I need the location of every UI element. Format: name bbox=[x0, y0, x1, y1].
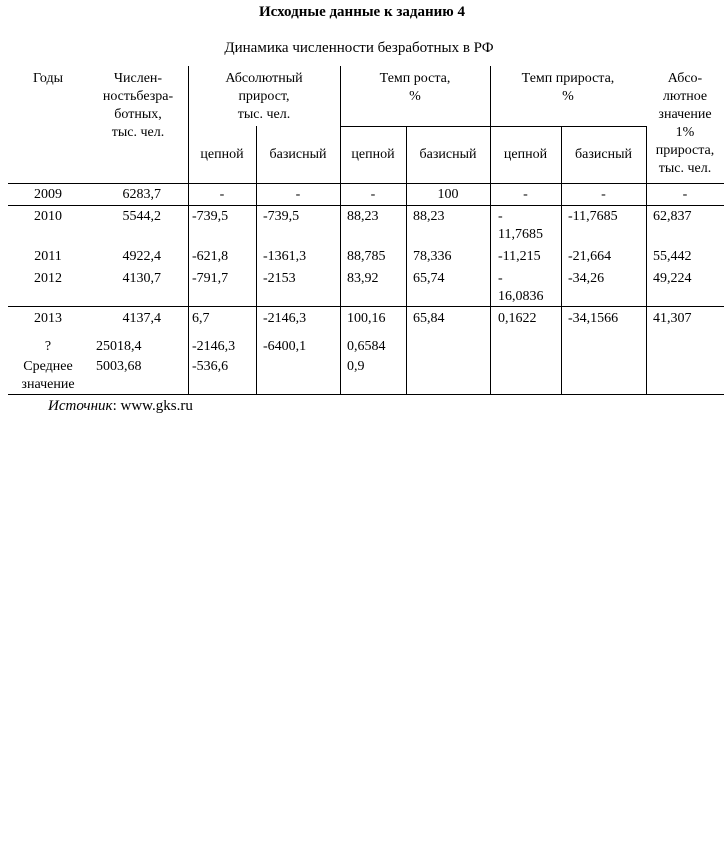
row-2010-abs-chain: -739,5 bbox=[192, 209, 229, 224]
header-onepct-line2: лютное bbox=[662, 89, 708, 104]
row-2010-growth-chain-line1: - bbox=[498, 209, 503, 224]
header-abs-line1: Абсолютный bbox=[225, 71, 303, 86]
header-rate-base: базисный bbox=[419, 147, 477, 162]
average-rate-chain: 0,9 bbox=[347, 359, 365, 374]
header-growth-line2: % bbox=[562, 89, 574, 104]
row-2010-abs-base: -739,5 bbox=[263, 209, 300, 224]
header-years: Годы bbox=[33, 71, 63, 86]
row-2012-count: 4130,7 bbox=[122, 271, 161, 286]
table-bottom-line bbox=[8, 394, 724, 395]
row-2012-bottom-line bbox=[8, 306, 724, 307]
source-label: Источник bbox=[48, 398, 113, 414]
row-2012-abs-base: -2153 bbox=[263, 271, 296, 286]
row-2013-year: 2013 bbox=[34, 311, 62, 326]
row-2010-growth-base: -11,7685 bbox=[568, 209, 618, 224]
row-2009-rate-base: 100 bbox=[437, 187, 459, 202]
row-2009-growth-chain: - bbox=[523, 187, 528, 202]
row-2011-year: 2011 bbox=[34, 249, 62, 264]
average-count: 5003,68 bbox=[96, 359, 142, 374]
row-2013-growth-base: -34,1566 bbox=[568, 311, 619, 326]
total-label: ? bbox=[44, 339, 52, 354]
row-2012-rate-base: 65,74 bbox=[413, 271, 445, 286]
header-abs-line2: прирост, bbox=[238, 89, 290, 104]
row-2013-abs-chain: 6,7 bbox=[192, 311, 210, 326]
row-2009-abs-base: - bbox=[295, 187, 301, 202]
row-2010-onepct: 62,837 bbox=[653, 209, 692, 224]
row-2013-abs-base: -2146,3 bbox=[263, 311, 307, 326]
row-2009-onepct: - bbox=[682, 187, 688, 202]
row-2013-onepct: 41,307 bbox=[653, 311, 692, 326]
header-count-line4: тыс. чел. bbox=[111, 125, 165, 140]
row-2009-bottom-line bbox=[8, 205, 724, 206]
row-2013-count: 4137,4 bbox=[122, 311, 161, 326]
header-rate-chain: цепной bbox=[351, 147, 395, 162]
source-text: : www.gks.ru bbox=[112, 398, 193, 414]
row-2012-abs-chain: -791,7 bbox=[192, 271, 229, 286]
row-2011-count: 4922,4 bbox=[122, 249, 161, 264]
row-2012-growth-base: -34,26 bbox=[568, 271, 605, 286]
header-growth-chain: цепной bbox=[503, 147, 548, 162]
row-2011-growth-base: -21,664 bbox=[568, 249, 612, 264]
row-2010-year: 2010 bbox=[34, 209, 62, 224]
average-label-line1: Среднее bbox=[23, 359, 73, 374]
row-2012-growth-chain-line2: 16,0836 bbox=[498, 289, 544, 304]
total-count: 25018,4 bbox=[96, 339, 142, 354]
row-2011-rate-base: 78,336 bbox=[413, 249, 452, 264]
total-rate-chain: 0,6584 bbox=[347, 339, 386, 354]
header-bottom-line bbox=[8, 183, 724, 184]
col-line-abs-mid bbox=[256, 126, 257, 395]
row-2010-growth-chain-line2: 11,7685 bbox=[498, 227, 543, 242]
total-abs-chain: -2146,3 bbox=[192, 339, 236, 354]
col-line-rate-mid bbox=[406, 126, 407, 395]
header-growth-base: базисный bbox=[575, 147, 632, 162]
row-2013-rate-base: 65,84 bbox=[413, 311, 445, 326]
header-abs-chain: цепной bbox=[200, 147, 244, 162]
header-divider-line bbox=[340, 126, 646, 127]
col-line-rate bbox=[340, 66, 341, 395]
row-2010-count: 5544,2 bbox=[122, 209, 161, 224]
row-2010-rate-chain: 88,23 bbox=[347, 209, 379, 224]
col-line-growth bbox=[490, 66, 491, 395]
row-2009-rate-chain: - bbox=[370, 187, 376, 202]
row-2013-rate-chain: 100,16 bbox=[347, 311, 386, 326]
header-count-line2: ностьбезра- bbox=[102, 89, 174, 104]
header-rate-line2: % bbox=[409, 89, 421, 104]
header-rate-line1: Темп роста, bbox=[379, 71, 451, 86]
header-onepct-line3: значение bbox=[658, 107, 712, 122]
header-count-line3: ботных, bbox=[114, 107, 162, 122]
row-2011-abs-chain: -621,8 bbox=[192, 249, 229, 264]
total-abs-base: -6400,1 bbox=[263, 339, 307, 354]
row-2011-onepct: 55,442 bbox=[653, 249, 692, 264]
row-2009-growth-base: - bbox=[601, 187, 606, 202]
row-2012-year: 2012 bbox=[34, 271, 62, 286]
header-onepct-line6: тыс. чел. bbox=[658, 161, 712, 176]
document-title: Исходные данные к заданию 4 bbox=[259, 4, 465, 20]
col-line-growth-mid bbox=[561, 126, 562, 395]
row-2011-rate-chain: 88,785 bbox=[347, 249, 386, 264]
row-2009-year: 2009 bbox=[34, 187, 62, 202]
header-abs-base: базисный bbox=[269, 147, 327, 162]
row-2010-rate-base: 88,23 bbox=[413, 209, 445, 224]
header-onepct-line5: прироста, bbox=[655, 143, 715, 158]
header-onepct-line1: Абсо- bbox=[667, 71, 703, 86]
average-abs-chain: -536,6 bbox=[192, 359, 229, 374]
header-abs-line3: тыс. чел. bbox=[237, 107, 291, 122]
row-2011-abs-base: -1361,3 bbox=[263, 249, 307, 264]
row-2012-onepct: 49,224 bbox=[653, 271, 692, 286]
average-label-line2: значение bbox=[21, 377, 75, 392]
header-growth-line1: Темп прироста, bbox=[521, 71, 615, 86]
row-2013-growth-chain: 0,1622 bbox=[498, 311, 537, 326]
header-count-line1: Числен- bbox=[113, 71, 163, 86]
row-2011-growth-chain: -11,215 bbox=[498, 249, 541, 264]
table-caption: Динамика численности безработных в РФ bbox=[224, 40, 494, 56]
header-onepct-line4: 1% bbox=[675, 125, 695, 140]
row-2009-count: 6283,7 bbox=[122, 187, 161, 202]
row-2009-abs-chain: - bbox=[219, 187, 225, 202]
source-note bbox=[48, 398, 193, 415]
row-2012-rate-chain: 83,92 bbox=[347, 271, 379, 286]
row-2012-growth-chain-line1: - bbox=[498, 271, 503, 286]
